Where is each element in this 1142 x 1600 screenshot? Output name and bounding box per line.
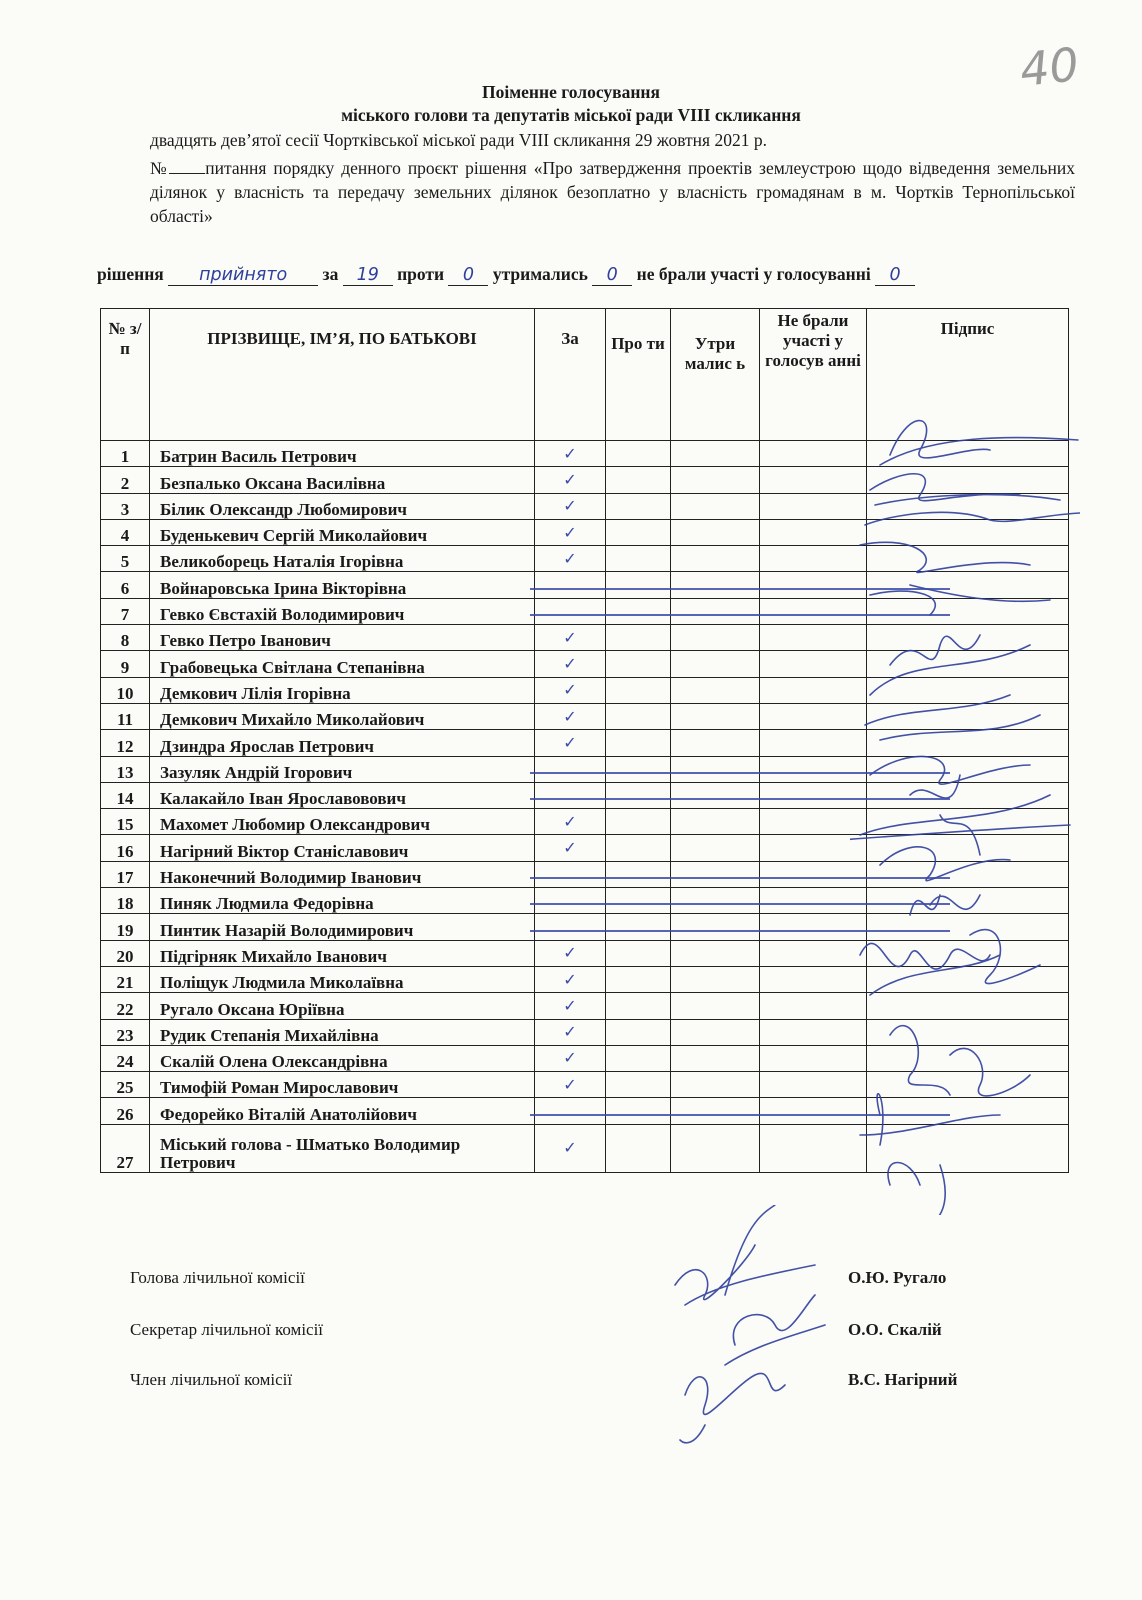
row-against bbox=[606, 703, 671, 729]
table-row bbox=[101, 441, 1069, 467]
row-num: 11 bbox=[101, 703, 150, 729]
row-signature bbox=[867, 441, 1069, 467]
row-abstained bbox=[671, 467, 760, 493]
row-not-voted bbox=[760, 677, 867, 703]
row-name: Демкович Лілія Ігорівна bbox=[150, 677, 535, 703]
row-not-voted bbox=[760, 546, 867, 572]
row-against bbox=[606, 861, 671, 887]
row-signature bbox=[867, 493, 1069, 519]
row-abstained bbox=[671, 914, 760, 940]
row-num: 19 bbox=[101, 914, 150, 940]
row-against bbox=[606, 651, 671, 677]
row-abstained bbox=[671, 1124, 760, 1172]
row-signature bbox=[867, 861, 1069, 887]
row-num: 17 bbox=[101, 861, 150, 887]
row-name: Білик Олександр Любомирович bbox=[150, 493, 535, 519]
table-row bbox=[101, 809, 1069, 835]
row-abstained bbox=[671, 651, 760, 677]
table-row bbox=[101, 651, 1069, 677]
row-not-voted bbox=[760, 1045, 867, 1071]
row-against bbox=[606, 914, 671, 940]
row-against bbox=[606, 1072, 671, 1098]
secretary-label: Секретар лічильної комісії bbox=[130, 1320, 324, 1339]
row-signature bbox=[867, 598, 1069, 624]
row-signature bbox=[867, 1124, 1069, 1172]
row-num: 20 bbox=[101, 940, 150, 966]
table-row bbox=[101, 914, 1069, 940]
row-num: 16 bbox=[101, 835, 150, 861]
row-name: Дзиндра Ярослав Петрович bbox=[150, 730, 535, 756]
document-subtitle: міського голови та депутатів міської ради VIII скликання bbox=[341, 105, 801, 125]
row-signature bbox=[867, 1098, 1069, 1124]
row-signature bbox=[867, 914, 1069, 940]
row-num: 6 bbox=[101, 572, 150, 598]
row-against bbox=[606, 782, 671, 808]
row-for-mark: ✓ bbox=[535, 940, 606, 966]
row-name: Безпалько Оксана Василівна bbox=[150, 467, 535, 493]
header-abstained: Утри малис ь bbox=[671, 309, 760, 441]
row-name: Федорейко Віталій Анатолійович bbox=[150, 1098, 535, 1124]
row-against bbox=[606, 809, 671, 835]
row-for-mark bbox=[535, 756, 606, 782]
row-abstained bbox=[671, 835, 760, 861]
table-row bbox=[101, 1124, 1069, 1172]
row-against bbox=[606, 1124, 671, 1172]
row-signature bbox=[867, 703, 1069, 729]
not-voted-label: не брали участі у голосуванні bbox=[636, 264, 871, 284]
header-against: Про ти bbox=[606, 309, 671, 441]
question-prefix: № bbox=[150, 158, 170, 178]
row-for-mark: ✓ bbox=[535, 809, 606, 835]
not-voted-value: 0 bbox=[875, 265, 915, 286]
row-name: Нагірний Віктор Станіславович bbox=[150, 835, 535, 861]
row-name: Зазуляк Андрій Ігорович bbox=[150, 756, 535, 782]
row-abstained bbox=[671, 1098, 760, 1124]
row-for-mark: ✓ bbox=[535, 651, 606, 677]
row-signature bbox=[867, 888, 1069, 914]
row-signature bbox=[867, 993, 1069, 1019]
row-against bbox=[606, 441, 671, 467]
row-for-mark: ✓ bbox=[535, 966, 606, 992]
row-name: Войнаровська Ірина Вікторівна bbox=[150, 572, 535, 598]
row-for-mark: ✓ bbox=[535, 1045, 606, 1071]
row-not-voted bbox=[760, 861, 867, 887]
member-label: Член лічильної комісії bbox=[130, 1370, 293, 1389]
row-name: Пиняк Людмила Федорівна bbox=[150, 888, 535, 914]
row-name: Махомет Любомир Олександрович bbox=[150, 809, 535, 835]
row-name: Скалій Олена Олександрівна bbox=[150, 1045, 535, 1071]
row-name: Буденькевич Сергій Миколайович bbox=[150, 519, 535, 545]
row-abstained bbox=[671, 677, 760, 703]
row-abstained bbox=[671, 782, 760, 808]
row-for-mark bbox=[535, 861, 606, 887]
row-for-mark: ✓ bbox=[535, 993, 606, 1019]
for-value: 19 bbox=[343, 265, 393, 286]
table-row bbox=[101, 1019, 1069, 1045]
row-against bbox=[606, 1019, 671, 1045]
row-num: 3 bbox=[101, 493, 150, 519]
row-num: 12 bbox=[101, 730, 150, 756]
row-abstained bbox=[671, 966, 760, 992]
row-signature bbox=[867, 940, 1069, 966]
row-against bbox=[606, 625, 671, 651]
table-row bbox=[101, 572, 1069, 598]
row-num: 15 bbox=[101, 809, 150, 835]
row-signature bbox=[867, 809, 1069, 835]
row-num: 14 bbox=[101, 782, 150, 808]
row-abstained bbox=[671, 441, 760, 467]
row-not-voted bbox=[760, 782, 867, 808]
row-against bbox=[606, 519, 671, 545]
row-for-mark bbox=[535, 782, 606, 808]
abstained-value: 0 bbox=[592, 265, 632, 286]
table-row bbox=[101, 861, 1069, 887]
row-against bbox=[606, 467, 671, 493]
chair-name: О.Ю. Ругало bbox=[848, 1268, 947, 1287]
row-for-mark: ✓ bbox=[535, 493, 606, 519]
row-abstained bbox=[671, 993, 760, 1019]
decision-label: рішення bbox=[97, 264, 164, 284]
row-against bbox=[606, 835, 671, 861]
header-not-voted: Не брали участі у голосув анні bbox=[760, 309, 867, 441]
row-against bbox=[606, 966, 671, 992]
row-signature bbox=[867, 625, 1069, 651]
absent-strike-line bbox=[530, 614, 950, 616]
header-name: ПРІЗВИЩЕ, ІМ’Я, ПО БАТЬКОВІ bbox=[150, 309, 535, 441]
row-not-voted bbox=[760, 703, 867, 729]
question-body: питання порядку денного проєкт рішення «Про затвердження проектів землеустрою щодо відведення земельних ділянок у власність та передачу земельних ділянок безоплатно у власність громадянам в м. Чортків Тернопільської області» bbox=[150, 158, 1075, 226]
row-abstained bbox=[671, 756, 760, 782]
row-name: Тимофій Роман Мирославович bbox=[150, 1072, 535, 1098]
row-not-voted bbox=[760, 467, 867, 493]
row-signature bbox=[867, 730, 1069, 756]
row-name: Міський голова - Шматько Володимир Петрович bbox=[150, 1124, 535, 1172]
row-signature bbox=[867, 756, 1069, 782]
against-label: проти bbox=[397, 264, 445, 284]
row-num: 2 bbox=[101, 467, 150, 493]
row-not-voted bbox=[760, 993, 867, 1019]
row-against bbox=[606, 1098, 671, 1124]
row-abstained bbox=[671, 703, 760, 729]
table-row bbox=[101, 546, 1069, 572]
row-signature bbox=[867, 467, 1069, 493]
row-num: 21 bbox=[101, 966, 150, 992]
row-against bbox=[606, 1045, 671, 1071]
table-row bbox=[101, 703, 1069, 729]
page-number: 40 bbox=[1017, 37, 1082, 97]
table-row bbox=[101, 1045, 1069, 1071]
committee-signatures bbox=[665, 1205, 835, 1445]
session-line: двадцять дев’ятої сесії Чортківської міської ради VIII скликання 29 жовтня 2021 р. bbox=[150, 130, 767, 150]
table-row bbox=[101, 519, 1069, 545]
member-name: В.С. Нагірний bbox=[848, 1370, 958, 1389]
row-not-voted bbox=[760, 730, 867, 756]
row-not-voted bbox=[760, 835, 867, 861]
row-num: 18 bbox=[101, 888, 150, 914]
row-num: 22 bbox=[101, 993, 150, 1019]
row-against bbox=[606, 888, 671, 914]
question-text bbox=[150, 156, 1075, 228]
row-name: Підгірняк Михайло Іванович bbox=[150, 940, 535, 966]
table-row bbox=[101, 756, 1069, 782]
row-for-mark: ✓ bbox=[535, 519, 606, 545]
row-signature bbox=[867, 1072, 1069, 1098]
table-row bbox=[101, 730, 1069, 756]
row-not-voted bbox=[760, 519, 867, 545]
row-for-mark bbox=[535, 914, 606, 940]
row-not-voted bbox=[760, 651, 867, 677]
row-for-mark: ✓ bbox=[535, 835, 606, 861]
row-name: Поліщук Людмила Миколаївна bbox=[150, 966, 535, 992]
table-row bbox=[101, 467, 1069, 493]
row-name: Гевко Євстахій Володимирович bbox=[150, 598, 535, 624]
table-row bbox=[101, 1098, 1069, 1124]
row-num: 25 bbox=[101, 1072, 150, 1098]
row-signature bbox=[867, 835, 1069, 861]
decision-value: прийнято bbox=[168, 265, 318, 286]
row-num: 5 bbox=[101, 546, 150, 572]
table-row bbox=[101, 782, 1069, 808]
header-num: № з/п bbox=[101, 309, 150, 441]
row-name: Ругало Оксана Юріївна bbox=[150, 993, 535, 1019]
table-row bbox=[101, 993, 1069, 1019]
row-for-mark: ✓ bbox=[535, 730, 606, 756]
row-for-mark bbox=[535, 598, 606, 624]
row-not-voted bbox=[760, 441, 867, 467]
header-signature: Підпис bbox=[867, 309, 1069, 441]
row-abstained bbox=[671, 572, 760, 598]
row-against bbox=[606, 572, 671, 598]
row-name: Гевко Петро Іванович bbox=[150, 625, 535, 651]
abstained-label: утримались bbox=[492, 264, 588, 284]
row-not-voted bbox=[760, 1072, 867, 1098]
row-num: 23 bbox=[101, 1019, 150, 1045]
row-abstained bbox=[671, 861, 760, 887]
row-abstained bbox=[671, 940, 760, 966]
table-row bbox=[101, 493, 1069, 519]
row-not-voted bbox=[760, 1124, 867, 1172]
row-num: 26 bbox=[101, 1098, 150, 1124]
row-num: 13 bbox=[101, 756, 150, 782]
row-signature bbox=[867, 651, 1069, 677]
row-not-voted bbox=[760, 809, 867, 835]
row-against bbox=[606, 940, 671, 966]
table-row bbox=[101, 888, 1069, 914]
row-num: 4 bbox=[101, 519, 150, 545]
secretary-name: О.О. Скалій bbox=[848, 1320, 942, 1339]
row-for-mark: ✓ bbox=[535, 625, 606, 651]
row-for-mark bbox=[535, 1098, 606, 1124]
for-label: за bbox=[322, 264, 339, 284]
document-title: Поіменне голосування bbox=[482, 82, 660, 102]
row-signature bbox=[867, 677, 1069, 703]
header-for: За bbox=[535, 309, 606, 441]
table-row bbox=[101, 598, 1069, 624]
row-against bbox=[606, 546, 671, 572]
row-abstained bbox=[671, 888, 760, 914]
row-not-voted bbox=[760, 888, 867, 914]
row-num: 24 bbox=[101, 1045, 150, 1071]
row-name: Грабовецька Світлана Степанівна bbox=[150, 651, 535, 677]
row-for-mark: ✓ bbox=[535, 546, 606, 572]
absent-strike-line bbox=[530, 930, 950, 932]
row-not-voted bbox=[760, 914, 867, 940]
table-row bbox=[101, 940, 1069, 966]
row-signature bbox=[867, 546, 1069, 572]
row-num: 27 bbox=[101, 1124, 150, 1172]
row-name: Наконечний Володимир Іванович bbox=[150, 861, 535, 887]
row-for-mark: ✓ bbox=[535, 703, 606, 729]
row-for-mark bbox=[535, 888, 606, 914]
row-abstained bbox=[671, 519, 760, 545]
row-abstained bbox=[671, 493, 760, 519]
table-row bbox=[101, 1072, 1069, 1098]
decision-line bbox=[97, 264, 915, 286]
row-signature bbox=[867, 966, 1069, 992]
table-row bbox=[101, 835, 1069, 861]
row-abstained bbox=[671, 546, 760, 572]
row-name: Пинтик Назарій Володимирович bbox=[150, 914, 535, 940]
row-for-mark: ✓ bbox=[535, 467, 606, 493]
row-abstained bbox=[671, 625, 760, 651]
row-abstained bbox=[671, 1045, 760, 1071]
row-against bbox=[606, 730, 671, 756]
table-row bbox=[101, 966, 1069, 992]
row-not-voted bbox=[760, 756, 867, 782]
row-abstained bbox=[671, 598, 760, 624]
row-against bbox=[606, 756, 671, 782]
row-signature bbox=[867, 572, 1069, 598]
row-signature bbox=[867, 1045, 1069, 1071]
row-not-voted bbox=[760, 940, 867, 966]
row-for-mark: ✓ bbox=[535, 677, 606, 703]
row-name: Калакайло Іван Ярославовович bbox=[150, 782, 535, 808]
row-num: 10 bbox=[101, 677, 150, 703]
row-not-voted bbox=[760, 1098, 867, 1124]
chair-label: Голова лічильної комісії bbox=[130, 1268, 305, 1287]
row-abstained bbox=[671, 1072, 760, 1098]
row-for-mark: ✓ bbox=[535, 1072, 606, 1098]
row-name: Великоборець Наталія Ігорівна bbox=[150, 546, 535, 572]
absent-strike-line bbox=[530, 772, 950, 774]
row-not-voted bbox=[760, 1019, 867, 1045]
row-abstained bbox=[671, 1019, 760, 1045]
row-against bbox=[606, 598, 671, 624]
row-signature bbox=[867, 782, 1069, 808]
row-against bbox=[606, 677, 671, 703]
row-num: 1 bbox=[101, 441, 150, 467]
row-not-voted bbox=[760, 625, 867, 651]
absent-strike-line bbox=[530, 1114, 950, 1116]
row-abstained bbox=[671, 730, 760, 756]
absent-strike-line bbox=[530, 877, 950, 879]
absent-strike-line bbox=[530, 903, 950, 905]
row-name: Демкович Михайло Миколайович bbox=[150, 703, 535, 729]
row-not-voted bbox=[760, 966, 867, 992]
row-against bbox=[606, 493, 671, 519]
row-num: 7 bbox=[101, 598, 150, 624]
row-not-voted bbox=[760, 493, 867, 519]
against-value: 0 bbox=[448, 265, 488, 286]
row-signature bbox=[867, 519, 1069, 545]
row-for-mark bbox=[535, 572, 606, 598]
row-num: 9 bbox=[101, 651, 150, 677]
row-against bbox=[606, 993, 671, 1019]
row-not-voted bbox=[760, 598, 867, 624]
table-row bbox=[101, 625, 1069, 651]
table-row bbox=[101, 677, 1069, 703]
voting-table bbox=[100, 308, 1069, 1173]
row-num: 8 bbox=[101, 625, 150, 651]
row-for-mark: ✓ bbox=[535, 1019, 606, 1045]
row-abstained bbox=[671, 809, 760, 835]
row-name: Рудик Степанія Михайлівна bbox=[150, 1019, 535, 1045]
row-for-mark: ✓ bbox=[535, 441, 606, 467]
row-signature bbox=[867, 1019, 1069, 1045]
absent-strike-line bbox=[530, 798, 950, 800]
row-not-voted bbox=[760, 572, 867, 598]
absent-strike-line bbox=[530, 588, 950, 590]
row-name: Батрин Василь Петрович bbox=[150, 441, 535, 467]
row-for-mark: ✓ bbox=[535, 1124, 606, 1172]
